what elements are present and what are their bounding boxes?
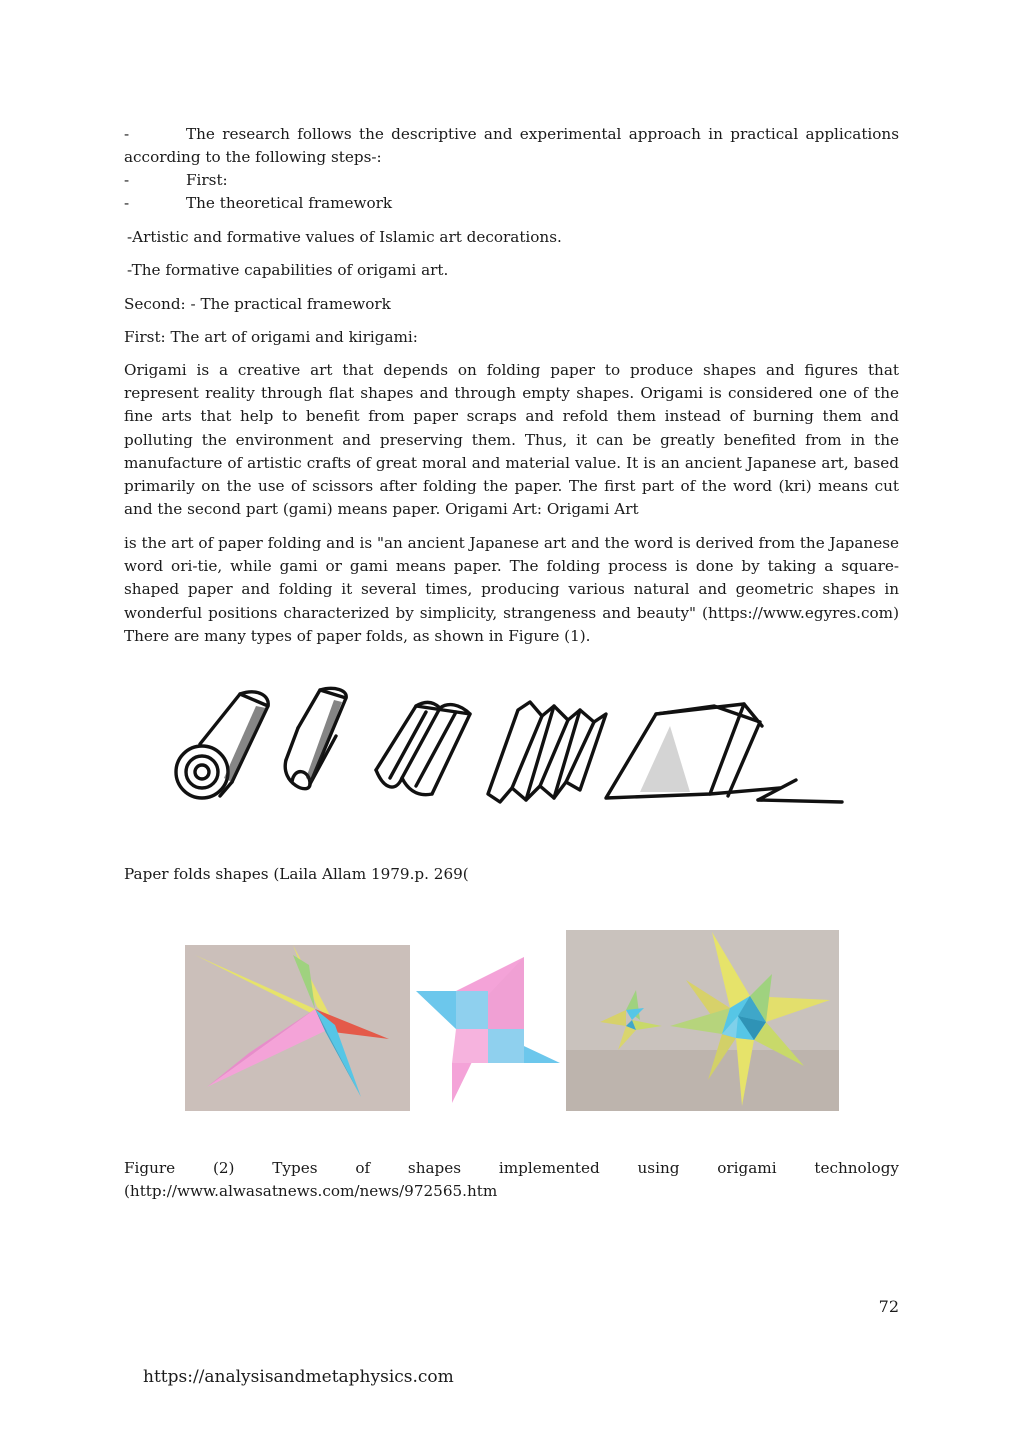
figure-paper-folds xyxy=(170,686,856,814)
bullet-dash: - xyxy=(124,125,130,143)
page-number: 72 xyxy=(878,1297,899,1316)
bullet-dash: - xyxy=(124,171,130,189)
item-artistic-values: -Artistic and formative values of Islamic art decorations. xyxy=(127,228,562,246)
origami-star-photo xyxy=(185,945,410,1111)
item-practical-framework: Second: - The practical framework xyxy=(124,295,391,313)
step-intro-text: The research follows the descriptive and experimental approach in practical applications xyxy=(186,125,899,143)
footer-site-url[interactable]: https://analysisandmetaphysics.com xyxy=(143,1367,454,1387)
step-first-text: First: xyxy=(186,171,228,189)
fold-sheet-drawing xyxy=(606,704,780,798)
fold-crease-drawing xyxy=(758,780,842,802)
step-intro-continuation: according to the following steps-: xyxy=(124,148,382,166)
fold-roll-drawing xyxy=(176,692,268,798)
section-heading-origami: First: The art of origami and kirigami: xyxy=(124,328,418,346)
bullet-dash: - xyxy=(124,194,130,212)
paragraph-origami-definition: Origami is a creative art that depends on folding paper to produce shapes and figures that represent reality through flat shapes and through empty shapes. Origami is considered one of the fine arts that help to benefit from paper scraps and refold them instead of burning them and polluting the environment and preserving them. Thus, it can be greatly benefited from in the manufacture of artistic crafts of great moral and material value. It is an ancient Japanese art, based primarily on the use of scissors after folding the paper. The first part of the word (kri) means cut and the second part (gami) means paper. Origami Art: Origami Art xyxy=(124,361,899,519)
paragraph-paper-folding: is the art of paper folding and is "an ancient Japanese art and the word is derived from the Japanese word ori-tie, while gami or gami means paper. The folding process is done by taking a square-shaped paper and folding it several times, producing various natural and geometric shapes in wonderful positions characterized by simplicity, strangeness and beauty" (https://www.egyres.com) There are many types of paper folds, as shown in Figure (1). xyxy=(124,534,899,645)
figure-2-caption-line-2: (http://www.alwasatnews.com/news/972565.htm xyxy=(124,1182,498,1200)
origami-polyhedron-stars-photo xyxy=(566,930,839,1111)
figure-2-caption-line-1: Figure (2) Types of shapes implemented using origami technology xyxy=(124,1159,899,1177)
step-theory-text: The theoretical framework xyxy=(186,194,393,212)
fold-accordion-drawing xyxy=(488,702,606,802)
origami-shuriken-photo xyxy=(412,955,564,1107)
figure-1-caption: Paper folds shapes (Laila Allam 1979.p. 269( xyxy=(124,865,469,883)
fold-wave-drawing xyxy=(376,702,470,794)
item-formative-capabilities: -The formative capabilities of origami art. xyxy=(127,261,449,279)
